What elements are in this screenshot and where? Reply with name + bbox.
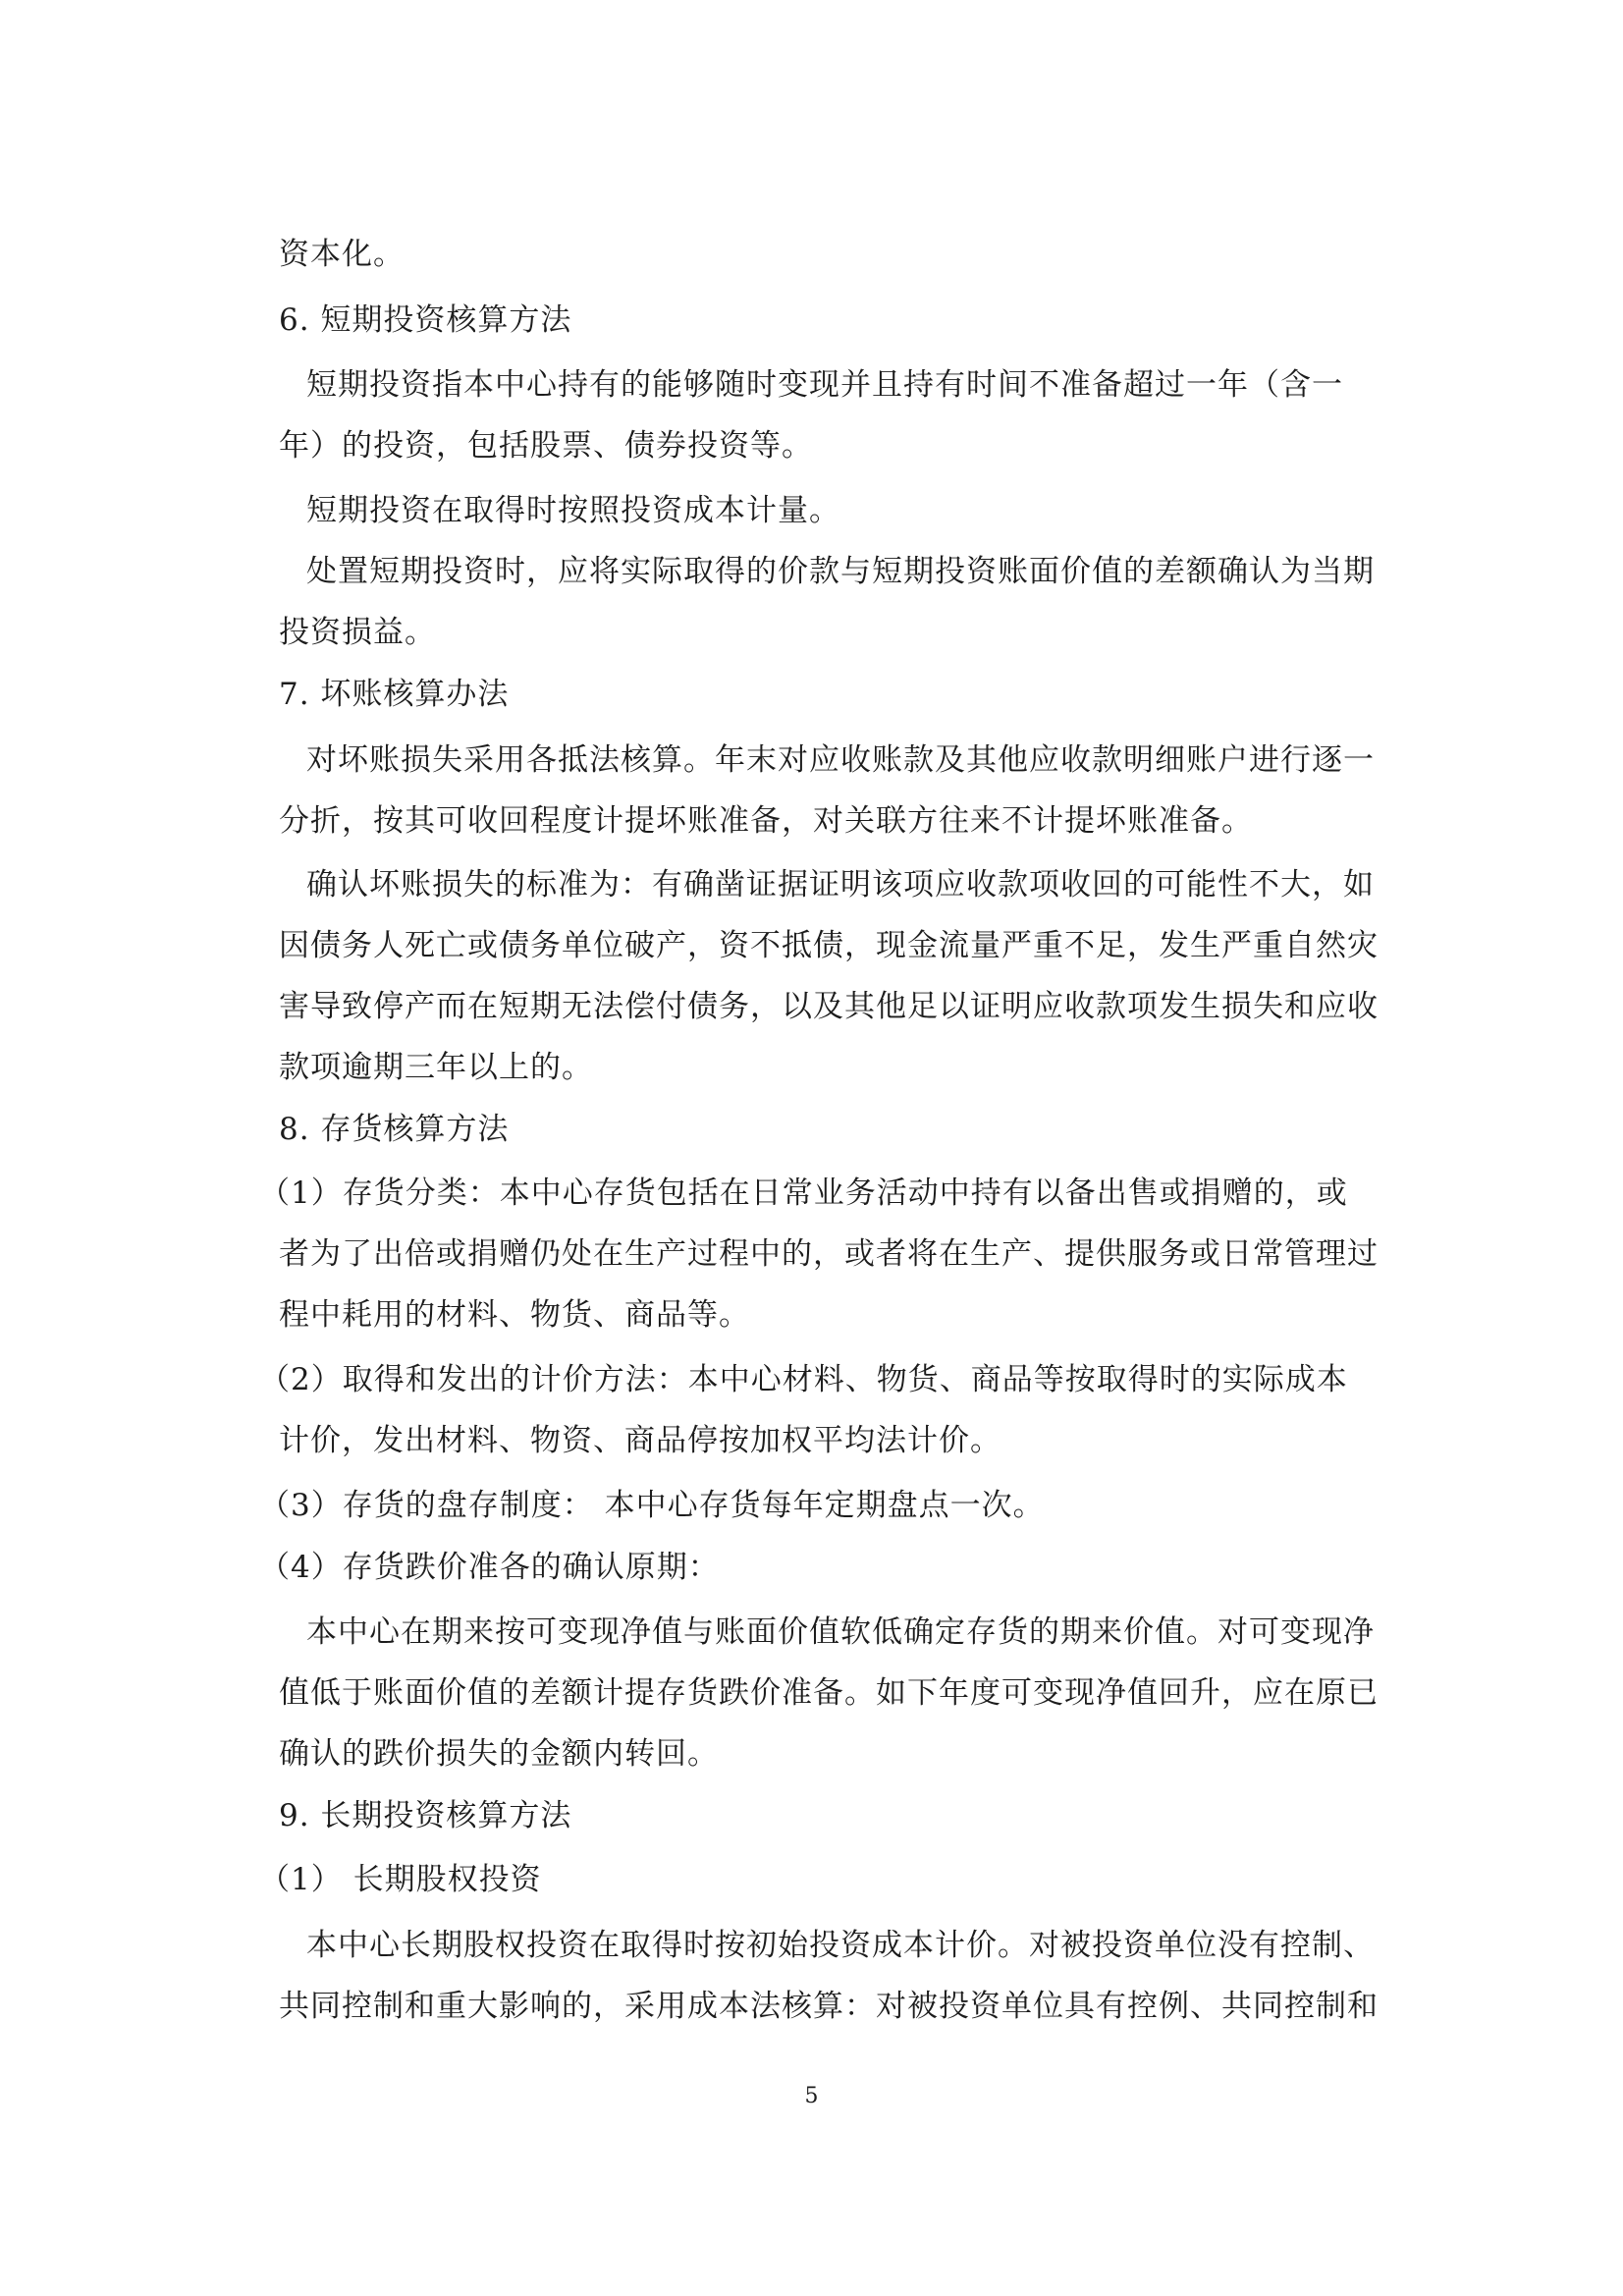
text-line: 者为了出倍或捐赠仍处在生产过程中的，或者将在生产、提供服务或日常管理过 xyxy=(279,1236,1379,1272)
text-line: （2）取得和发出的计价方法：本中心材料、物货、商品等按取得时的实际成本 xyxy=(259,1362,1348,1397)
text-line: 短期投资在取得时按照投资成本计量。 xyxy=(306,493,840,528)
text-line: 投资损益。 xyxy=(279,615,436,650)
text-line: 对坏账损失采用各抵法核算。年末对应收账款及其他应收款明细账户进行逐一 xyxy=(306,742,1375,778)
page-number: 5 xyxy=(804,2084,819,2108)
text-line: 款项逾期三年以上的。 xyxy=(279,1050,593,1085)
section-heading: 8. 存货核算方法 xyxy=(279,1112,510,1147)
section-heading: 9. 长期投资核算方法 xyxy=(279,1798,572,1833)
section-heading: 6. 短期投资核算方法 xyxy=(279,302,572,338)
text-line: 值低于账面价值的差额计提存货跌价准备。如下年度可变现净值回升，应在原已 xyxy=(279,1675,1379,1711)
text-line: （1） 长期股权投资 xyxy=(259,1862,542,1897)
section-heading: 7. 坏账核算办法 xyxy=(279,677,510,712)
text-line: 处置短期投资时，应将实际取得的价款与短期投资账面价值的差额确认为当期 xyxy=(306,554,1375,589)
text-line: （3）存货的盘存制度： 本中心存货每年定期盘点一次。 xyxy=(259,1488,1045,1523)
text-line: 短期投资指本中心持有的能够随时变现并且持有时间不准备超过一年（含一 xyxy=(306,367,1343,403)
text-line: 因债务人死亡或债务单位破产，资不抵债，现金流量严重不足，发生严重自然灾 xyxy=(279,928,1379,963)
text-line: 确认的跌价损失的金额内转回。 xyxy=(279,1736,719,1772)
text-line: 程中耗用的材料、物货、商品等。 xyxy=(279,1297,750,1333)
text-line: （4）存货跌价准各的确认原期： xyxy=(259,1550,720,1585)
text-line: 确认坏账损失的标准为：有确凿证据证明该项应收款项收回的可能性不大，如 xyxy=(306,867,1375,902)
text-line: 资本化。 xyxy=(279,237,405,272)
text-line: 年）的投资，包括股票、债券投资等。 xyxy=(279,428,813,464)
text-line: 本中心长期股权投资在取得时按初始投资成本计价。对被投资单位没有控制、 xyxy=(306,1928,1375,1963)
text-line: 共同控制和重大影响的，采用成本法核算：对被投资单位具有控例、共同控制和 xyxy=(279,1989,1379,2024)
text-line: 分折，按其可收回程度计提坏账准备，对关联方往来不计提坏账准备。 xyxy=(279,803,1253,839)
text-line: （1）存货分类：本中心存货包括在日常业务活动中持有以备出售或捐赠的，或 xyxy=(259,1175,1348,1211)
text-line: 害导致停产而在短期无法偿付债务，以及其他足以证明应收款项发生损失和应收 xyxy=(279,989,1379,1024)
text-line: 本中心在期来按可变现净值与账面价值软低确定存货的期来价值。对可变现净 xyxy=(306,1614,1375,1650)
text-line: 计价，发出材料、物资、商品停按加权平均法计价。 xyxy=(279,1423,1001,1458)
